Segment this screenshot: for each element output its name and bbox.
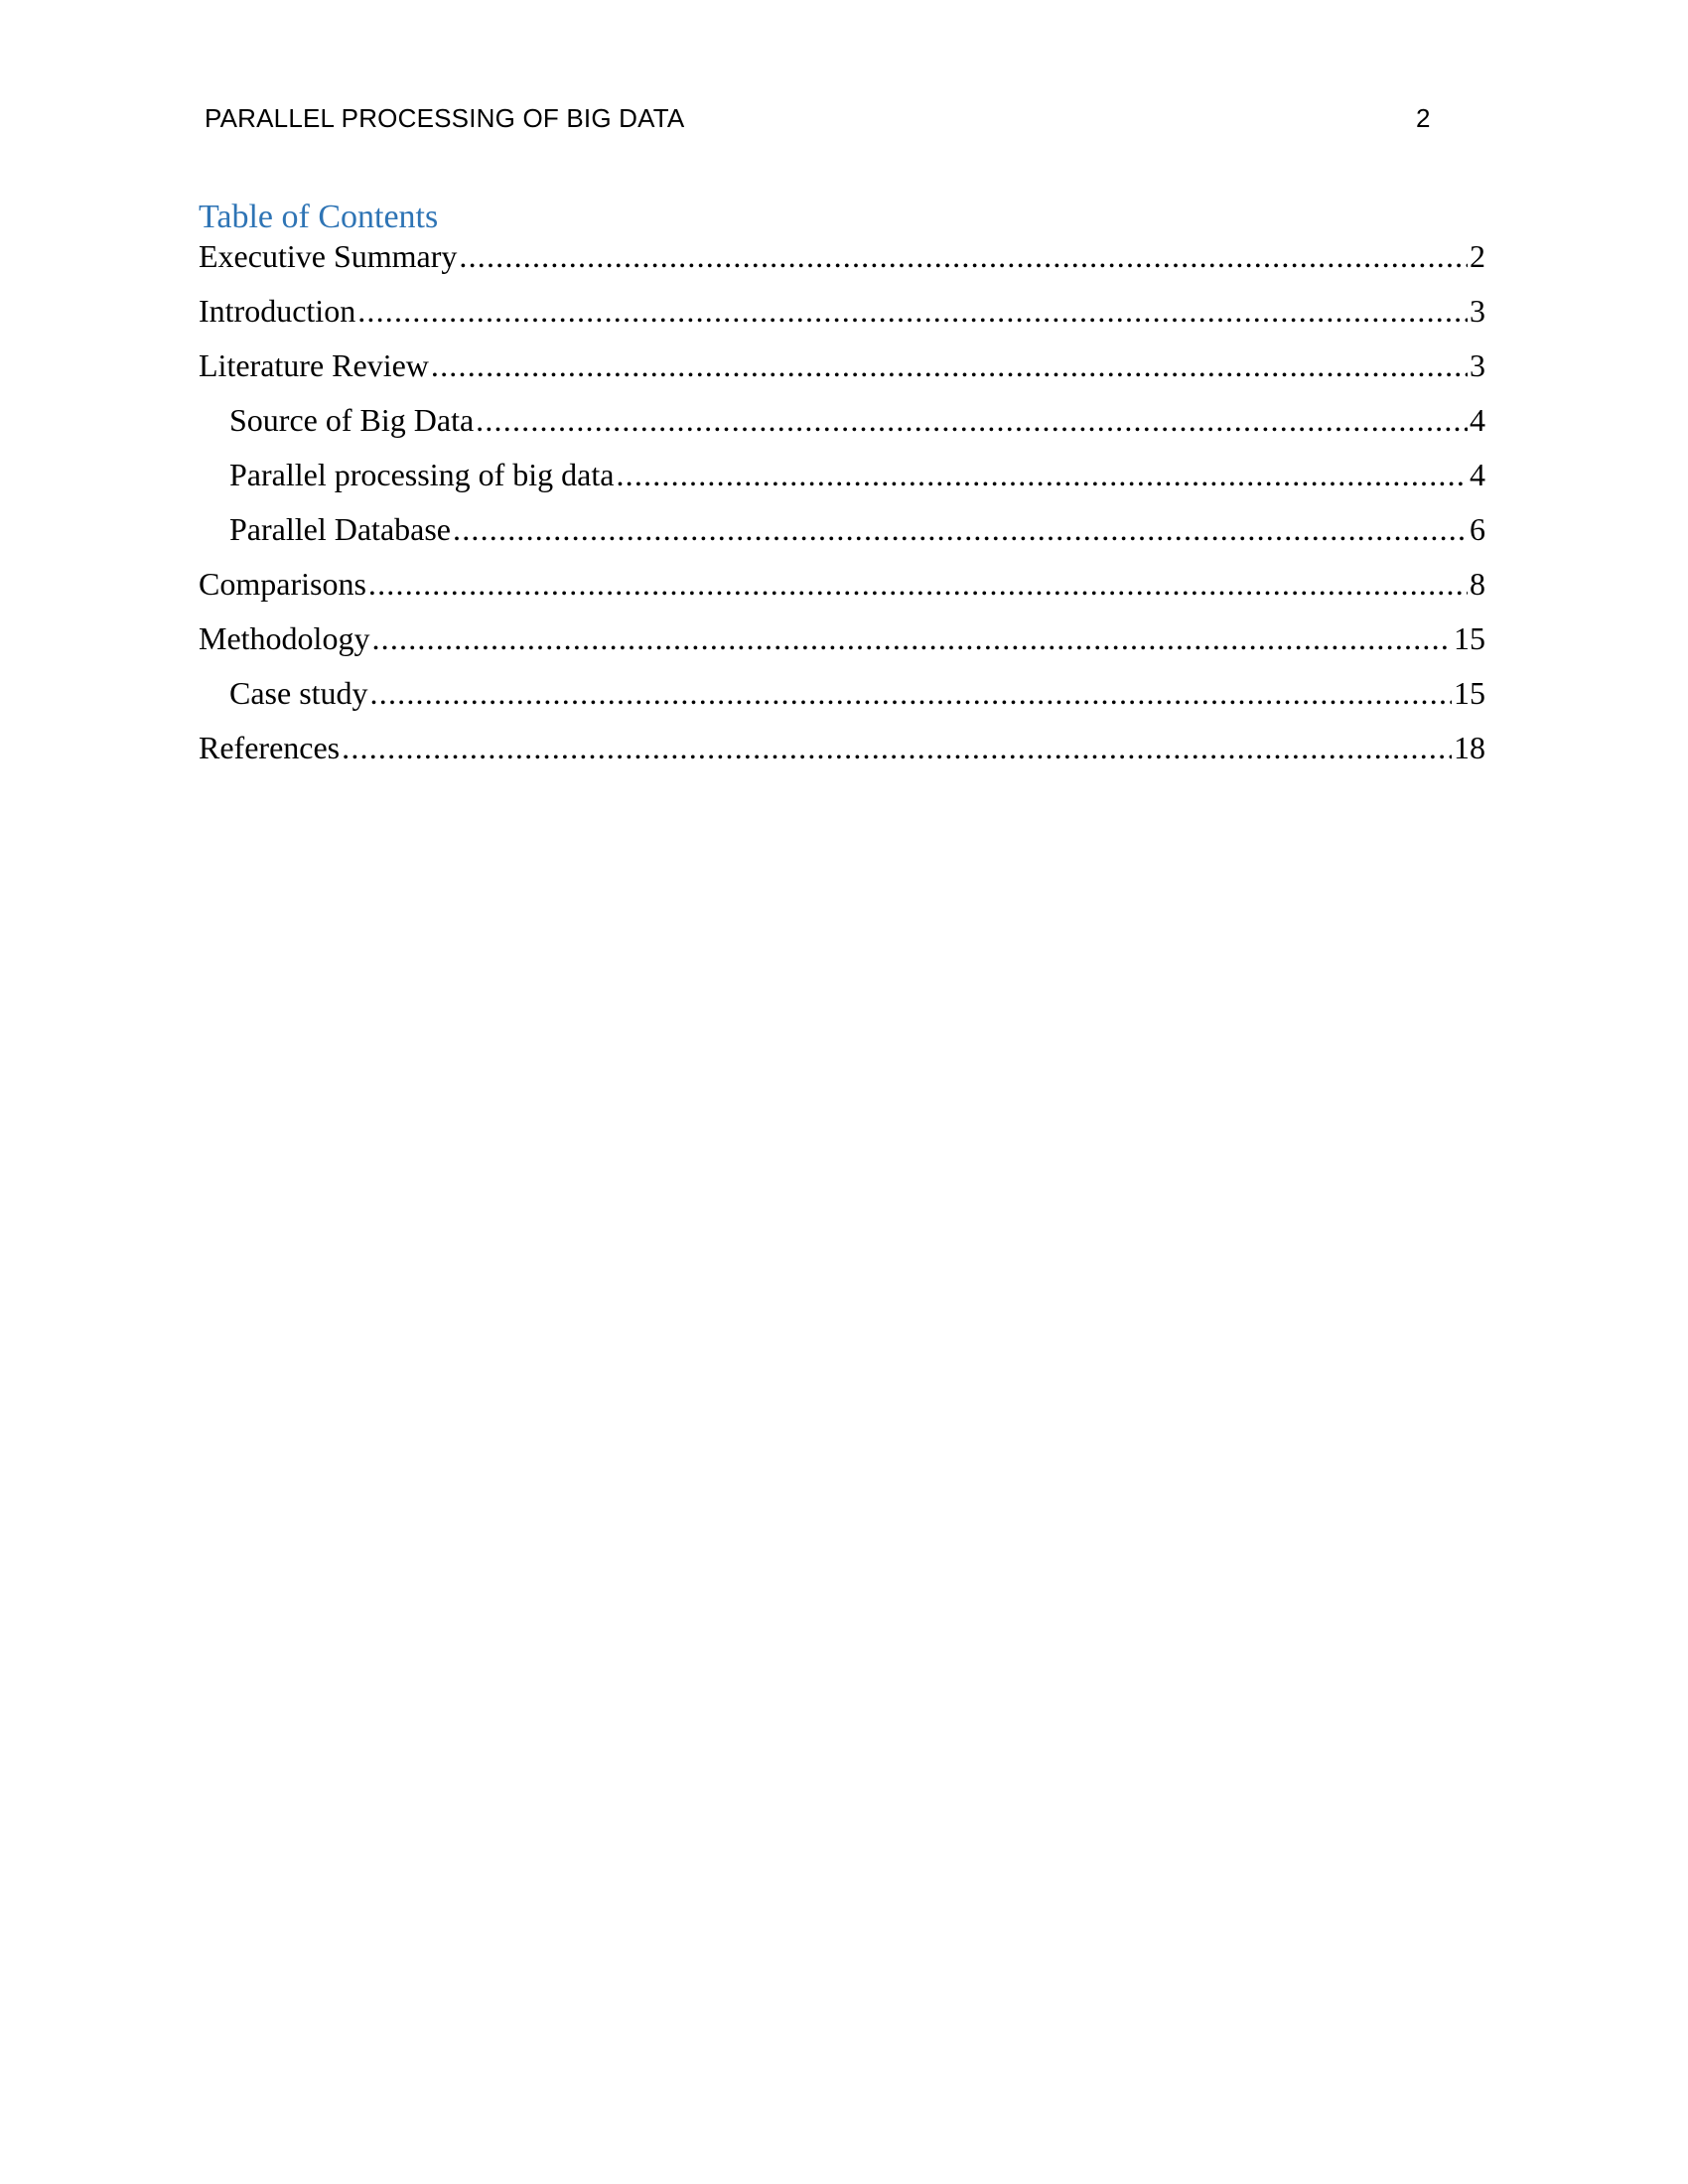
toc-dot-leader xyxy=(342,730,1452,766)
toc-entry-comparisons[interactable] xyxy=(199,566,1485,620)
toc-entry-title: Comparisons xyxy=(199,566,366,602)
toc-entry-executive-summary[interactable] xyxy=(199,238,1485,293)
toc-entry-page: 18 xyxy=(1454,730,1485,765)
toc-entry-parallel-database[interactable] xyxy=(199,511,1485,566)
toc-dot-leader xyxy=(616,457,1468,493)
toc-heading: Table of Contents xyxy=(199,199,439,235)
toc-entry-page: 4 xyxy=(1470,402,1485,438)
toc-entry-page: 15 xyxy=(1454,675,1485,711)
toc-entry-title: Case study xyxy=(229,675,368,711)
toc-entry-title: Source of Big Data xyxy=(229,402,475,438)
toc-entry-title: Literature Review xyxy=(199,347,429,383)
toc-entry-title: Parallel Database xyxy=(229,511,451,547)
toc-entry-title: Methodology xyxy=(199,620,370,656)
toc-entry-page: 2 xyxy=(1470,238,1485,274)
toc-entry-source-of-big-data[interactable] xyxy=(199,402,1485,457)
toc-entry-literature-review[interactable] xyxy=(199,347,1485,402)
toc-dot-leader xyxy=(431,347,1468,384)
toc-entry-case-study[interactable] xyxy=(199,675,1485,730)
toc-dot-leader xyxy=(371,620,1452,657)
toc-entry-introduction[interactable] xyxy=(199,293,1485,347)
toc-entry-page: 6 xyxy=(1470,511,1485,547)
toc-dot-leader xyxy=(357,293,1468,330)
toc-entry-title: Introduction xyxy=(199,293,356,329)
toc-entry-parallel-processing[interactable] xyxy=(199,457,1485,511)
toc-entry-references[interactable] xyxy=(199,730,1485,784)
toc-entry-title: References xyxy=(199,730,341,765)
toc-entry-title: Parallel processing of big data xyxy=(229,457,615,492)
toc-dot-leader xyxy=(370,675,1452,712)
toc-dot-leader xyxy=(453,511,1468,548)
toc-entry-page: 4 xyxy=(1470,457,1485,492)
toc-entry-title: Executive Summary xyxy=(199,238,458,274)
toc-entry-page: 3 xyxy=(1470,293,1485,329)
toc-dot-leader xyxy=(368,566,1468,603)
toc-dot-leader xyxy=(459,238,1468,275)
page-number: 2 xyxy=(1416,103,1431,133)
toc-list xyxy=(199,238,1485,784)
toc-entry-page: 3 xyxy=(1470,347,1485,383)
toc-entry-page: 8 xyxy=(1470,566,1485,602)
toc-entry-page: 15 xyxy=(1454,620,1485,656)
running-head: PARALLEL PROCESSING OF BIG DATA xyxy=(205,103,685,133)
toc-entry-methodology[interactable] xyxy=(199,620,1485,675)
toc-dot-leader xyxy=(476,402,1468,439)
